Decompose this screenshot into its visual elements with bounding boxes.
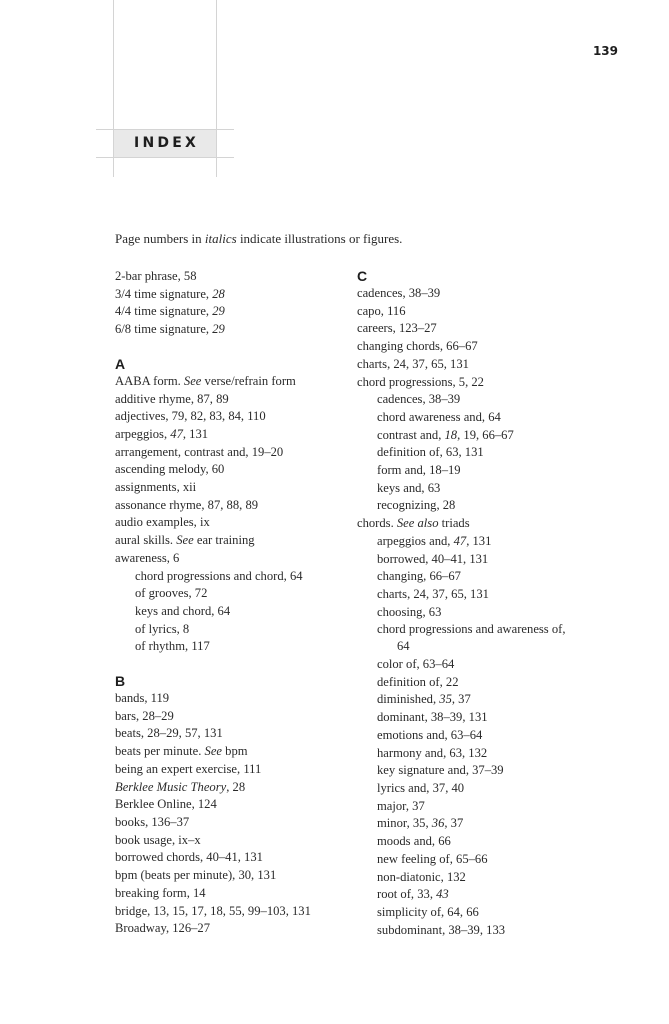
index-entry: 2-bar phrase, 58	[115, 269, 197, 283]
index-entry: careers, 123–27	[357, 321, 437, 336]
index-entry: book usage, ix–x	[115, 832, 201, 847]
index-entry: books, 136–37	[115, 814, 190, 829]
index-subentry: chord awareness and, 64	[377, 409, 501, 424]
note-text-end: indicate illustrations or figures.	[236, 231, 403, 246]
index-subentry: minor, 35, 36, 37	[377, 816, 464, 831]
index-entry: bars, 28–29	[115, 708, 174, 723]
index-subentry: lyrics and, 37, 40	[377, 780, 465, 795]
index-entry: bpm (beats per minute), 30, 131	[115, 868, 277, 883]
index-entry: arrangement, contrast and, 19–20	[115, 444, 284, 459]
index-column-left	[115, 268, 345, 938]
index-entry: additive rhyme, 87, 89	[115, 391, 229, 406]
page-number: 139	[592, 44, 618, 58]
index-entry: cadences, 38–39	[357, 286, 441, 300]
index-subentry: changing, 66–67	[377, 569, 461, 584]
index-subentry: moods and, 66	[377, 834, 451, 849]
index-entry: charts, 24, 37, 65, 131	[357, 356, 469, 371]
index-entry: being an expert exercise, 111	[115, 761, 262, 776]
index-entry: bands, 119	[115, 691, 170, 706]
index-subentry: simplicity of, 64, 66	[377, 904, 479, 919]
index-subentry: choosing, 63	[377, 604, 442, 619]
index-subentry: borrowed, 40–41, 131	[377, 551, 489, 566]
index-entry: 3/4 time signature, 28	[115, 286, 225, 301]
index-entry: borrowed chords, 40–41, 131	[115, 850, 263, 865]
index-entry: breaking form, 14	[115, 885, 206, 900]
index-entry: arpeggios, 47, 131	[115, 426, 209, 441]
index-entry: capo, 116	[357, 303, 406, 318]
index-subentry: keys and chord, 64	[135, 603, 231, 618]
index-entry: 4/4 time signature, 29	[115, 304, 225, 319]
page-title: INDEX	[134, 135, 199, 151]
index-entry: AABA form. See verse/refrain form	[115, 373, 296, 388]
index-entry: assignments, xii	[115, 480, 197, 495]
index-subentry: emotions and, 63–64	[377, 727, 483, 742]
index-subentry: definition of, 63, 131	[377, 445, 484, 460]
index-subentry: definition of, 22	[377, 674, 459, 689]
index-subentry: new feeling of, 65–66	[377, 851, 488, 866]
italics-note	[115, 231, 402, 247]
index-subentry: non-diatonic, 132	[377, 869, 466, 884]
index-subentry: of rhythm, 117	[135, 639, 210, 654]
index-subentry: charts, 24, 37, 65, 131	[377, 586, 489, 601]
index-subentry: chord progressions and awareness of, 64	[377, 622, 566, 654]
section-letter-a: A	[115, 355, 126, 372]
index-entry: changing chords, 66–67	[357, 339, 478, 354]
index-subentry: of grooves, 72	[135, 586, 208, 601]
index-subentry: arpeggios and, 47, 131	[377, 533, 492, 548]
index-entry: Berklee Music Theory, 28	[115, 779, 246, 794]
index-entry: Broadway, 126–27	[115, 921, 211, 936]
note-italic: italics	[204, 231, 237, 246]
index-subentry: dominant, 38–39, 131	[377, 710, 488, 725]
index-entry: chords. See also triads	[357, 516, 470, 531]
index-subentry: chord progressions and chord, 64	[135, 568, 303, 583]
index-entry: awareness, 6	[115, 550, 180, 565]
section-letter-c: C	[357, 268, 368, 284]
index-subentry: subdominant, 38–39, 133	[377, 922, 506, 937]
index-entry: adjectives, 79, 82, 83, 84, 110	[115, 409, 266, 424]
index-entry: aural skills. See ear training	[115, 533, 255, 548]
index-entry: 6/8 time signature, 29	[115, 322, 225, 337]
index-entry: beats per minute. See bpm	[115, 744, 248, 759]
index-entry: assonance rhyme, 87, 88, 89	[115, 497, 259, 512]
index-subentry: diminished, 35, 37	[377, 692, 471, 707]
index-entry: Berklee Online, 124	[115, 797, 217, 812]
index-subentry: recognizing, 28	[377, 498, 456, 513]
index-subentry: major, 37	[377, 798, 425, 813]
grid-line-horizontal-bottom	[96, 157, 234, 158]
index-entry: beats, 28–29, 57, 131	[115, 726, 223, 741]
index-subentry: root of, 33, 43	[377, 887, 449, 902]
index-entry: audio examples, ix	[115, 515, 210, 530]
index-subentry: cadences, 38–39	[377, 392, 461, 407]
index-column-right	[357, 268, 597, 939]
section-letter-b: B	[115, 673, 126, 690]
index-entry: chord progressions, 5, 22	[357, 374, 484, 389]
index-subentry: form and, 18–19	[377, 463, 461, 478]
index-entry: ascending melody, 60	[115, 462, 225, 477]
index-subentry: of lyrics, 8	[135, 621, 190, 636]
index-subentry: color of, 63–64	[377, 657, 455, 672]
index-subentry: harmony and, 63, 132	[377, 745, 488, 760]
grid-line-vertical-right	[216, 0, 217, 177]
index-subentry: contrast and, 18, 19, 66–67	[377, 427, 514, 442]
index-subentry: key signature and, 37–39	[377, 763, 504, 778]
index-entry: bridge, 13, 15, 17, 18, 55, 99–103, 131	[115, 903, 311, 918]
index-subentry: keys and, 63	[377, 480, 441, 495]
note-text: Page numbers in	[115, 231, 205, 246]
